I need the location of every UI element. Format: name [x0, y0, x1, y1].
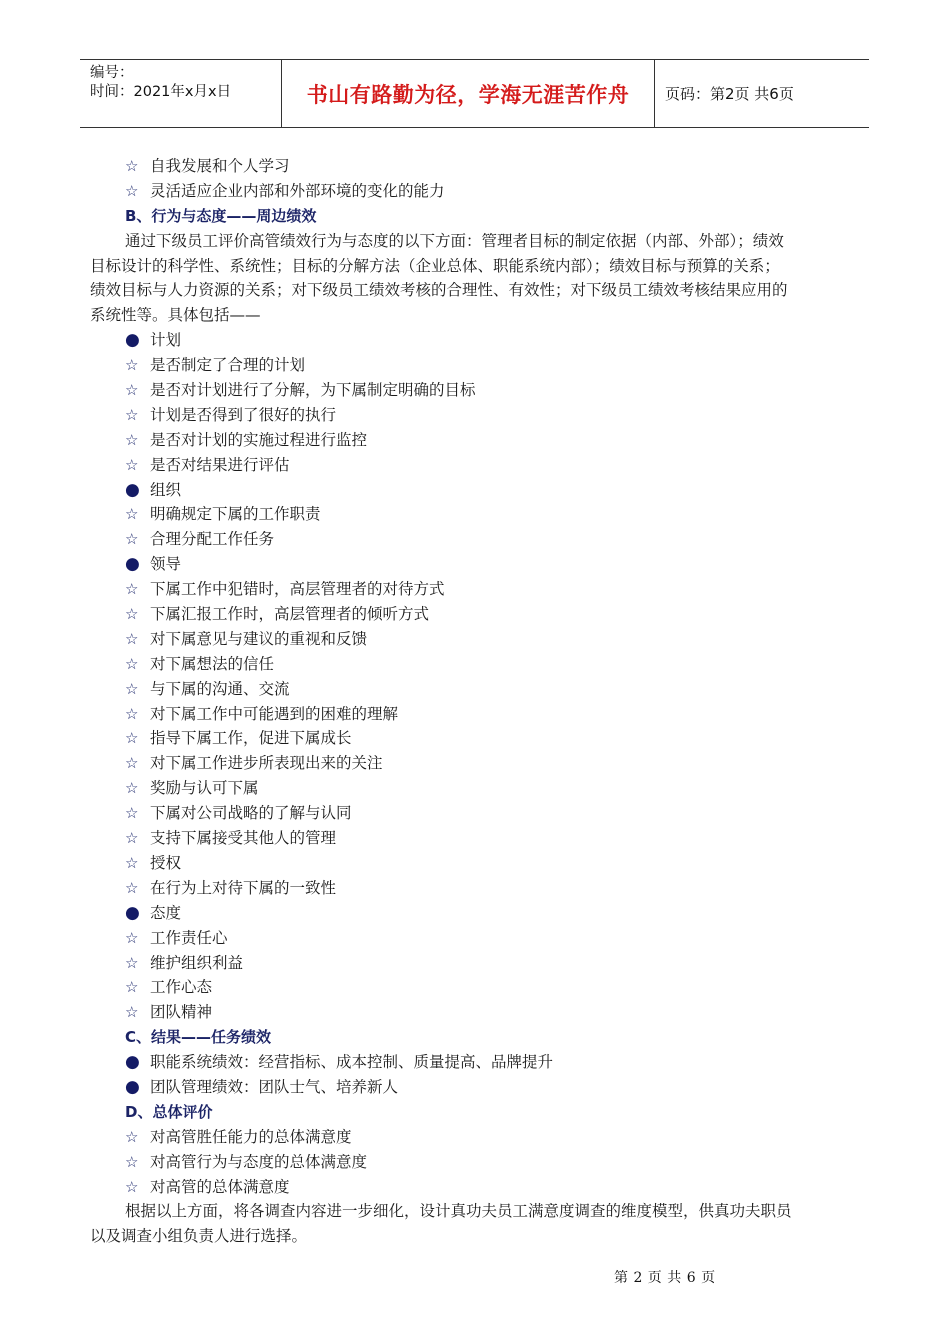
list-item	[90, 453, 865, 478]
list-item-text: 指导下属工作，促进下属成长	[150, 729, 352, 748]
list-item-text: 下属汇报工作时，高层管理者的倾听方式	[150, 605, 430, 624]
list-item	[90, 652, 865, 677]
star-icon: ☆	[125, 530, 139, 549]
bullet-dot-icon: ●	[125, 479, 140, 500]
list-item	[90, 353, 865, 378]
star-icon: ☆	[125, 878, 139, 897]
list-item	[90, 1125, 865, 1150]
list-item	[90, 478, 865, 503]
list-item	[90, 975, 865, 1000]
section-b-list	[90, 328, 865, 1025]
star-icon: ☆	[125, 356, 139, 375]
list-item-text: 维护组织利益	[150, 953, 244, 972]
list-item	[90, 527, 865, 552]
star-icon: ☆	[125, 1127, 139, 1146]
list-item-text: 职能系统绩效：经营指标、成本控制、质量提高、品牌提升	[150, 1053, 554, 1072]
list-item	[90, 851, 865, 876]
list-item	[90, 751, 865, 776]
list-item-text: 下属对公司战略的了解与认同	[150, 804, 352, 823]
star-icon: ☆	[125, 978, 139, 997]
list-item-text: 领导	[150, 555, 182, 574]
list-item-text: 明确规定下属的工作职责	[150, 505, 321, 524]
list-item	[90, 726, 865, 751]
star-icon: ☆	[125, 580, 139, 599]
list-item	[90, 328, 865, 353]
time-label: 时间：2021年x月x日	[90, 84, 232, 100]
star-icon: ☆	[125, 754, 139, 773]
pre-item-list	[90, 154, 865, 204]
list-item	[90, 1050, 865, 1075]
star-icon: ☆	[125, 181, 139, 200]
bullet-dot-icon: ●	[125, 1076, 140, 1097]
star-icon: ☆	[125, 928, 139, 947]
list-item	[90, 154, 865, 179]
list-item-text: 是否制定了合理的计划	[150, 356, 306, 375]
list-item-text: 灵活适应企业内部和外部环境的变化的能力	[150, 181, 445, 200]
list-item	[90, 926, 865, 951]
list-item	[90, 552, 865, 577]
list-item-text: 奖励与认可下属	[150, 779, 259, 798]
list-item	[90, 577, 865, 602]
section-c-heading: C、结果——任务绩效	[125, 1028, 272, 1047]
star-icon: ☆	[125, 605, 139, 624]
paragraph-line: 根据以上方面，将各调查内容进一步细化，设计真功夫员工满意度调查的维度模型，供真功夫职员	[125, 1202, 792, 1221]
star-icon: ☆	[125, 953, 139, 972]
star-icon: ☆	[125, 405, 139, 424]
section-b-heading: B、行为与态度——周边绩效	[125, 206, 317, 225]
list-item-text: 对高管胜任能力的总体满意度	[150, 1127, 352, 1146]
header-page-info	[655, 60, 869, 127]
list-item	[90, 1000, 865, 1025]
motto-text: 书山有路勤为径，学海无涯苦作舟	[306, 82, 630, 107]
list-item	[90, 403, 865, 428]
list-item-text: 组织	[150, 480, 182, 499]
header-meta	[80, 60, 281, 127]
list-item-text: 工作心态	[150, 978, 213, 997]
list-item	[90, 502, 865, 527]
bullet-dot-icon: ●	[125, 554, 140, 575]
list-item-text: 对高管行为与态度的总体满意度	[150, 1152, 368, 1171]
list-item	[90, 702, 865, 727]
bullet-dot-icon: ●	[125, 330, 140, 351]
section-c-list	[90, 1050, 865, 1100]
list-item-text: 对下属工作中可能遇到的困难的理解	[150, 704, 399, 723]
star-icon: ☆	[125, 804, 139, 823]
star-icon: ☆	[125, 381, 139, 400]
list-item-text: 是否对结果进行评估	[150, 455, 290, 474]
list-item-text: 计划	[150, 331, 182, 350]
star-icon: ☆	[125, 1152, 139, 1171]
list-item-text: 计划是否得到了很好的执行	[150, 405, 337, 424]
list-item	[90, 1175, 865, 1200]
list-item-text: 在行为上对待下属的一致性	[150, 878, 337, 897]
number-label: 编号：	[90, 65, 134, 81]
paragraph-line: 以及调查小组负责人进行选择。	[90, 1227, 308, 1246]
document-header	[80, 59, 869, 128]
paragraph-line: 目标设计的科学性、系统性；目标的分解方法（企业总体、职能系统内部）；绩效目标与预算的关系；	[90, 256, 780, 275]
list-item-text: 对下属工作进步所表现出来的关注	[150, 754, 383, 773]
list-item	[90, 428, 865, 453]
list-item-text: 下属工作中犯错时，高层管理者的对待方式	[150, 580, 445, 599]
star-icon: ☆	[125, 704, 139, 723]
list-item	[90, 901, 865, 926]
paragraph-line: 绩效目标与人力资源的关系；对下级员工绩效考核的合理性、有效性；对下级员工绩效考核结果应用的	[90, 281, 788, 300]
section-d-list	[90, 1125, 865, 1200]
list-item	[90, 627, 865, 652]
star-icon: ☆	[125, 853, 139, 872]
page-info-text: 页码：第2页 共6页	[665, 85, 794, 103]
list-item	[90, 1150, 865, 1175]
list-item-text: 对下属意见与建议的重视和反馈	[150, 629, 368, 648]
list-item	[90, 826, 865, 851]
list-item-text: 态度	[150, 903, 182, 922]
star-icon: ☆	[125, 829, 139, 848]
paragraph-line: 系统性等。具体包括——	[90, 306, 261, 325]
list-item-text: 是否对计划进行了分解，为下属制定明确的目标	[150, 381, 476, 400]
list-item-text: 支持下属接受其他人的管理	[150, 829, 337, 848]
list-item-text: 授权	[150, 853, 182, 872]
list-item	[90, 602, 865, 627]
list-item	[90, 677, 865, 702]
list-item-text: 对高管的总体满意度	[150, 1177, 290, 1196]
list-item	[90, 1075, 865, 1100]
closing-paragraph	[90, 1199, 865, 1249]
list-item-text: 是否对计划的实施过程进行监控	[150, 430, 368, 449]
list-item-text: 团队精神	[150, 1003, 213, 1022]
list-item	[90, 378, 865, 403]
list-item	[90, 876, 865, 901]
list-item-text: 团队管理绩效：团队士气、培养新人	[150, 1077, 399, 1096]
star-icon: ☆	[125, 157, 139, 175]
star-icon: ☆	[125, 1003, 139, 1022]
list-item	[90, 951, 865, 976]
list-item-text: 合理分配工作任务	[150, 530, 275, 549]
section-b-intro	[90, 229, 865, 329]
bullet-dot-icon: ●	[125, 902, 140, 923]
list-item	[90, 776, 865, 801]
list-item-text: 对下属想法的信任	[150, 654, 275, 673]
star-icon: ☆	[125, 430, 139, 449]
page-footer: 第 2 页 共 6 页	[614, 1270, 716, 1286]
section-d-heading: D、总体评价	[125, 1102, 213, 1121]
star-icon: ☆	[125, 654, 139, 673]
star-icon: ☆	[125, 779, 139, 798]
bullet-dot-icon: ●	[125, 1052, 140, 1073]
star-icon: ☆	[125, 455, 139, 474]
header-motto	[281, 60, 655, 127]
star-icon: ☆	[125, 1177, 139, 1196]
star-icon: ☆	[125, 729, 139, 748]
star-icon: ☆	[125, 505, 139, 524]
star-icon: ☆	[125, 679, 139, 698]
list-item-text: 工作责任心	[150, 928, 228, 947]
list-item-text: 与下属的沟通、交流	[150, 679, 290, 698]
list-item	[90, 179, 865, 204]
list-item-text: 自我发展和个人学习	[150, 157, 290, 175]
document-body	[90, 154, 865, 1249]
list-item	[90, 801, 865, 826]
paragraph-line: 通过下级员工评价高管绩效行为与态度的以下方面：管理者目标的制定依据（内部、外部）；绩效	[125, 231, 784, 250]
star-icon: ☆	[125, 629, 139, 648]
